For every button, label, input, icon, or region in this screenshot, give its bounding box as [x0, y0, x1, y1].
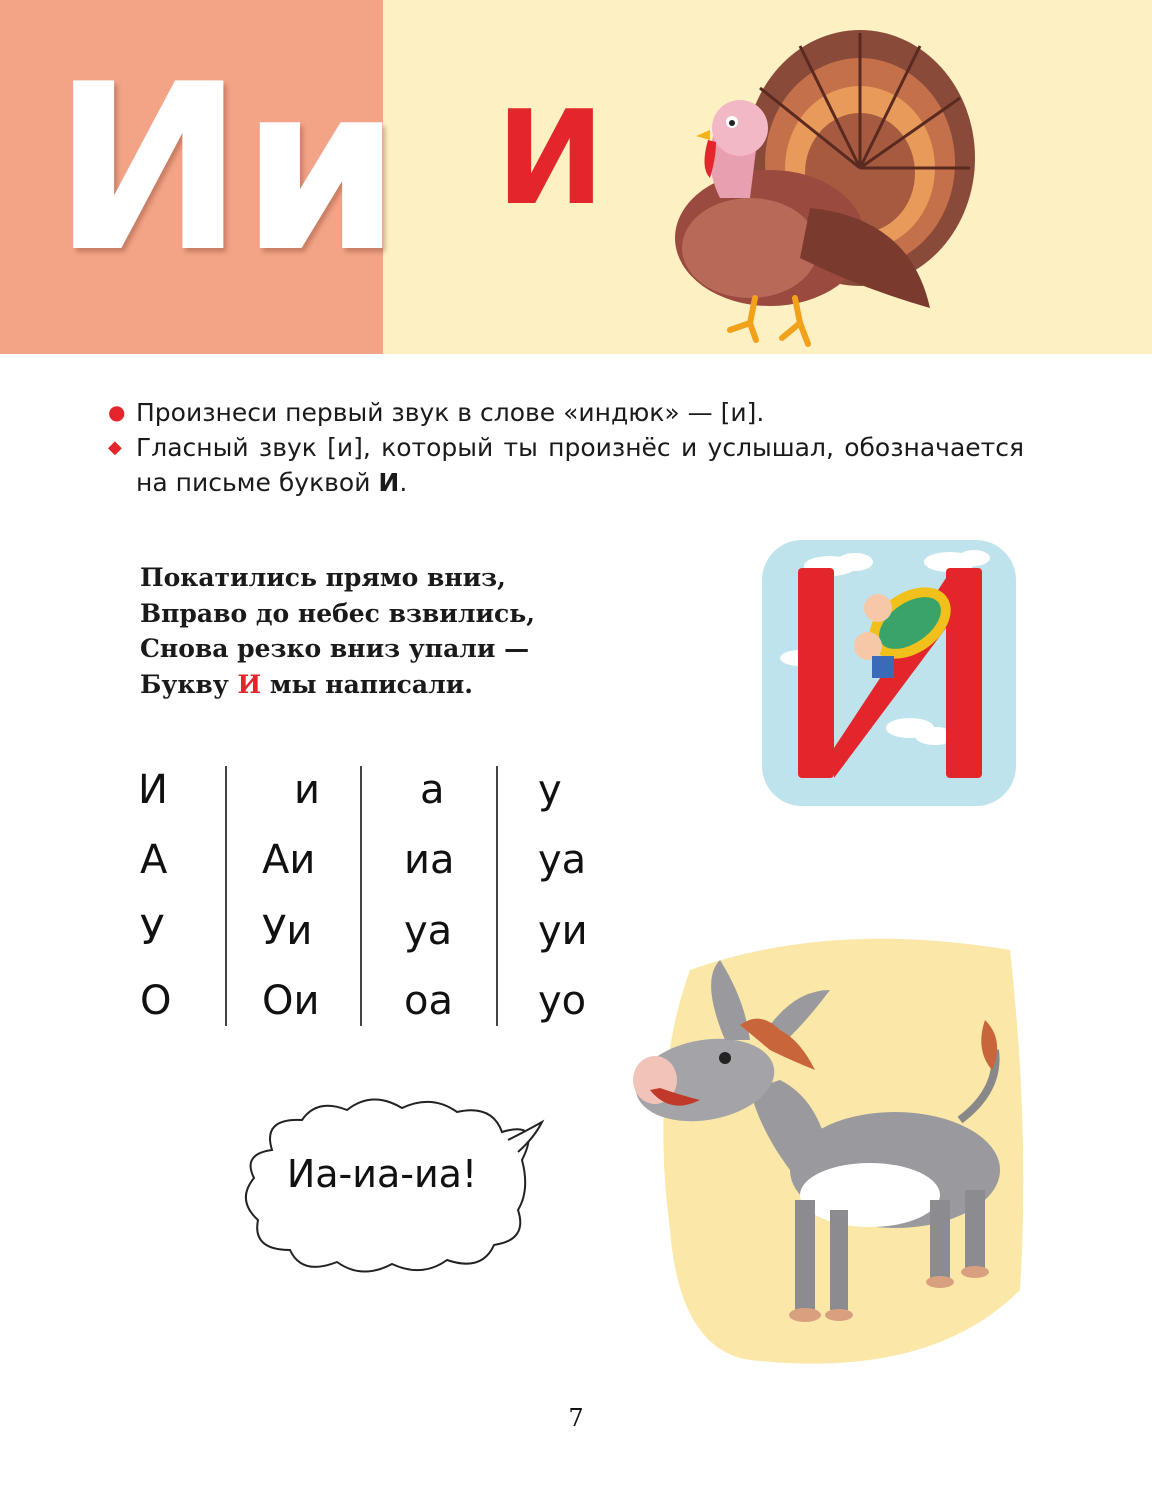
table-divider	[496, 766, 498, 1026]
red-letter: И	[496, 82, 605, 234]
syllable-cell: уо	[538, 978, 587, 1024]
syllable-cell: оа	[404, 978, 453, 1024]
syllable-cell: уи	[538, 908, 588, 954]
syllable-cell: а	[420, 767, 445, 813]
table-divider	[225, 766, 227, 1026]
donkey-illustration	[630, 930, 1030, 1370]
instruction-2	[108, 430, 1024, 500]
table-divider	[360, 766, 362, 1026]
syllable-cell: А	[140, 837, 168, 883]
syllable-cell: иа	[404, 837, 455, 883]
page-number: 7	[568, 1404, 584, 1432]
instruction-2-letter: И	[378, 468, 400, 497]
instructions	[108, 395, 1024, 500]
syllable-cell: и	[294, 767, 320, 813]
syllable-cell: Уи	[262, 908, 313, 954]
poem-line-4-start: Букву	[140, 669, 238, 699]
syllable-cell: О	[140, 978, 172, 1024]
syllable-cell: у	[538, 767, 562, 813]
instruction-1-text: Произнеси первый звук в слове «индюк» — [и].	[136, 398, 765, 427]
syllable-cell: И	[138, 767, 168, 813]
syllable-cell: Ои	[262, 978, 320, 1024]
poem-line-1: Покатились прямо вниз,	[140, 563, 506, 592]
syllable-cell: уа	[538, 837, 587, 883]
turkey-illustration	[660, 18, 980, 348]
letter-slide-illustration	[760, 538, 1018, 808]
bullet-diamond-icon: ◆	[108, 437, 122, 458]
syllable-cell: Аи	[262, 837, 316, 883]
poem-letter: И	[237, 669, 262, 699]
poem-line-3: Снова резко вниз упали —	[140, 634, 530, 663]
poem-line-2: Вправо до небес взвились,	[140, 598, 535, 628]
poem-line-4-end: мы написали.	[261, 669, 473, 699]
bullet-dot-icon: ●	[108, 400, 126, 424]
speech-bubble-text: Иа-иа-иа!	[286, 1152, 478, 1196]
big-letters: Ии	[52, 36, 398, 303]
poem-line-4	[140, 667, 535, 703]
syllable-cell: У	[140, 908, 165, 954]
syllable-table	[130, 760, 630, 1030]
syllable-cell: уа	[404, 908, 453, 954]
turkey-head	[712, 100, 768, 156]
instruction-2-text: Гласный звук [и], который ты произнёс и услышал, обозначается на письме буквой	[136, 433, 1024, 497]
poem	[140, 560, 535, 702]
instruction-2-end: .	[399, 468, 408, 497]
instruction-1	[108, 395, 1024, 430]
